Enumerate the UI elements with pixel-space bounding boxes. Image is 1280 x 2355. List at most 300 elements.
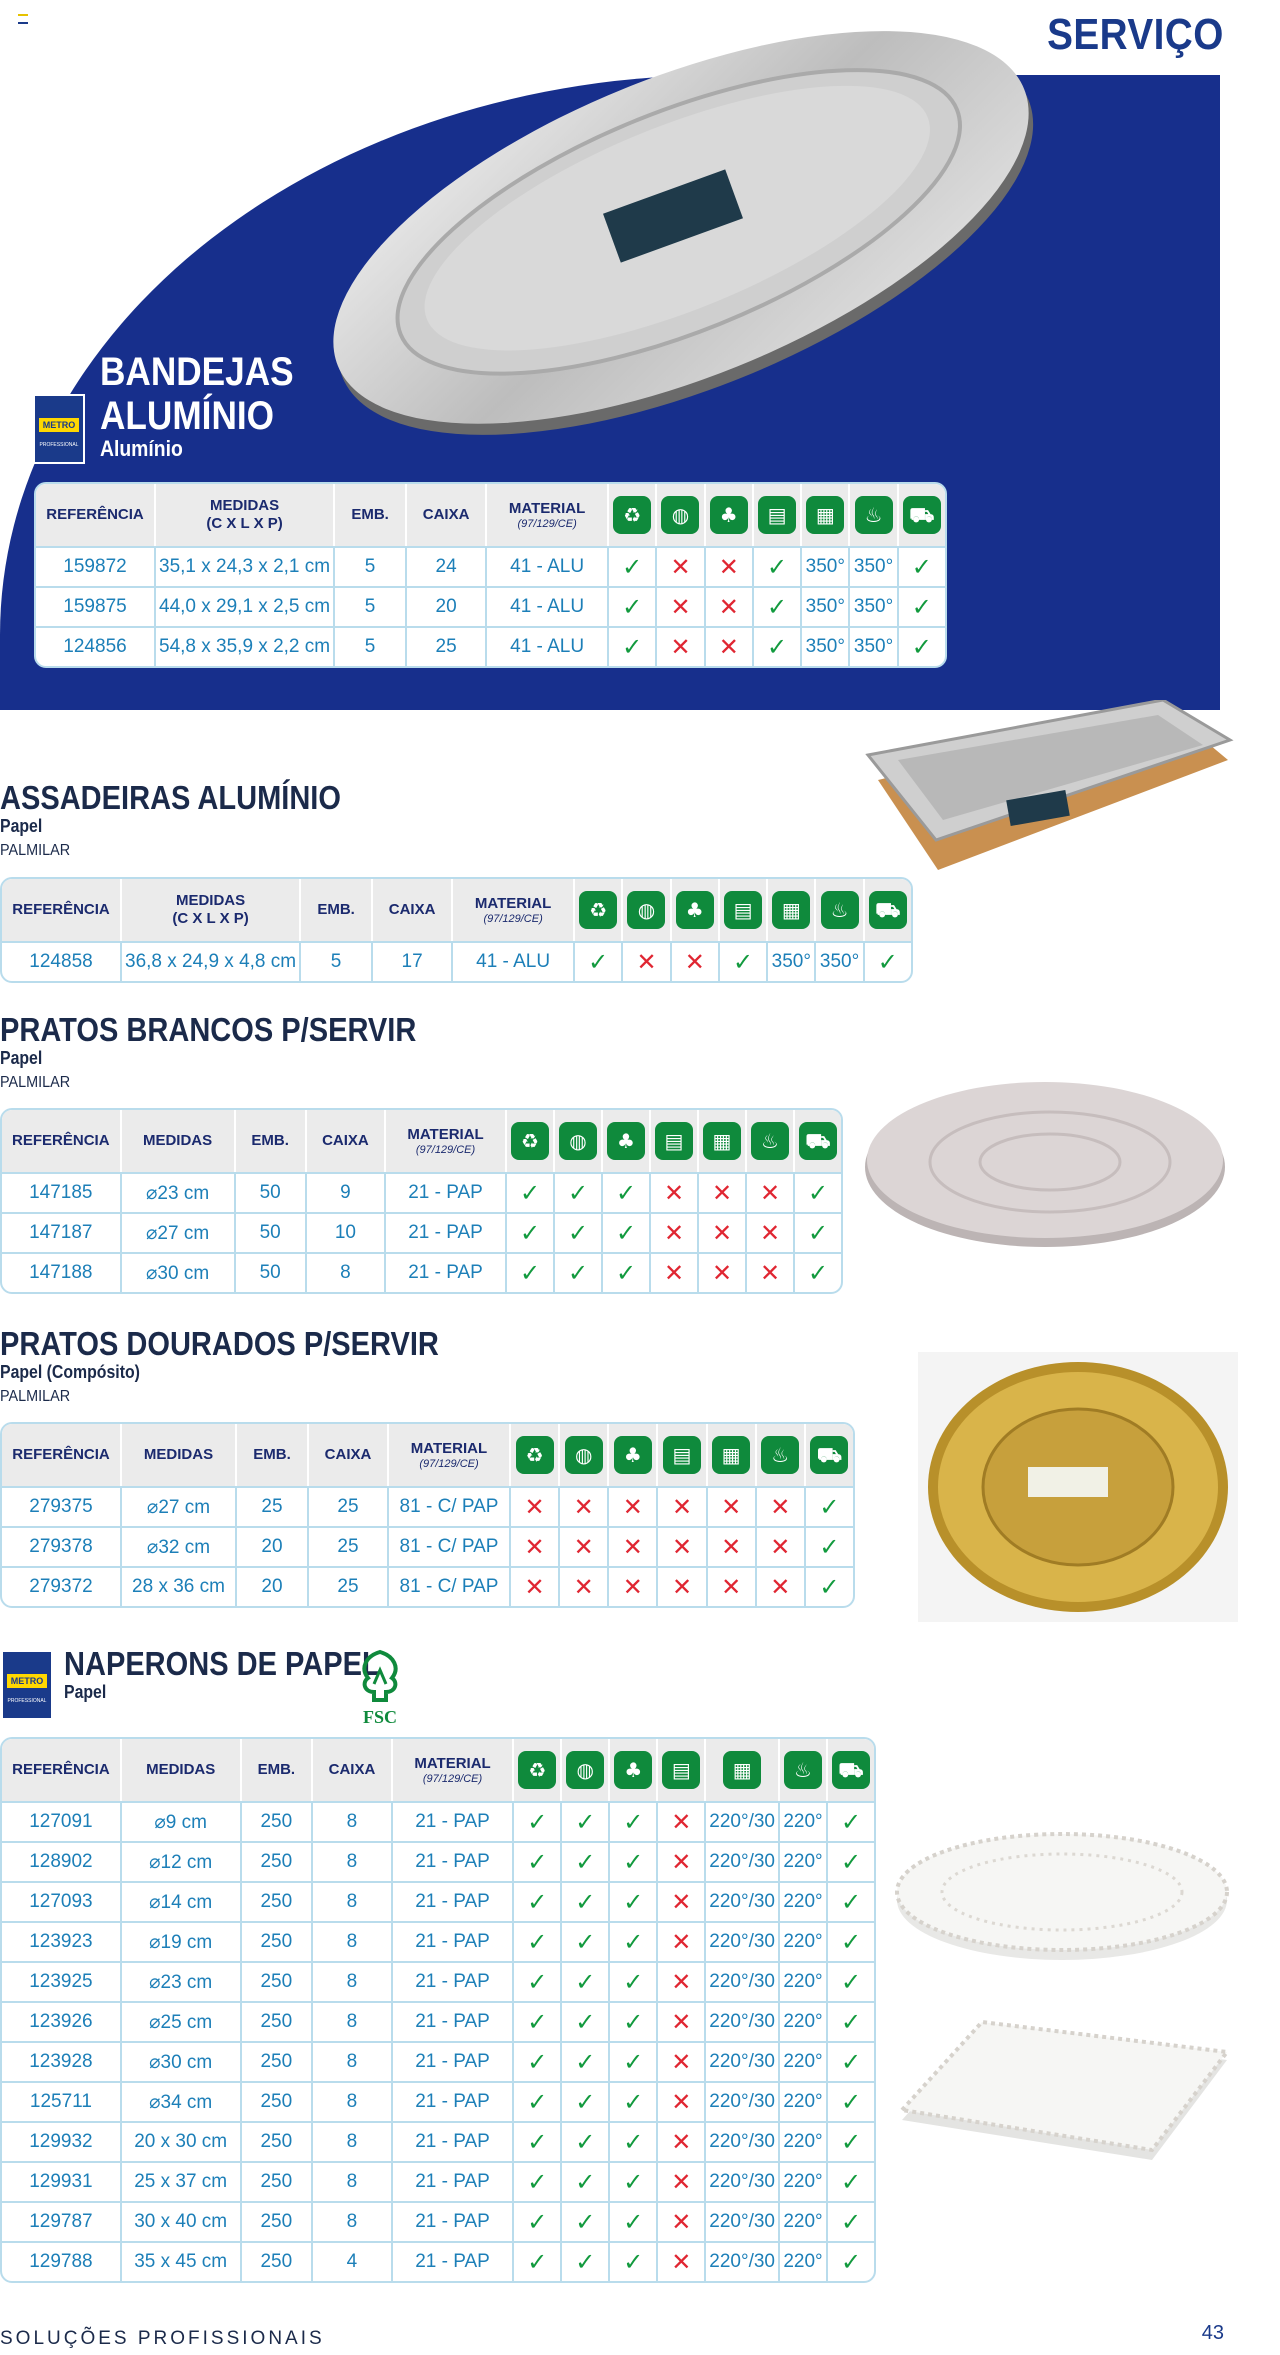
check-icon: ✓ (575, 1928, 596, 1956)
check-icon: ✓ (623, 2208, 644, 2236)
check-icon: ✓ (623, 2128, 644, 2156)
col-header-recycle-icon (511, 1424, 560, 1486)
cell-c1 (507, 1172, 555, 1212)
check-icon: ✓ (615, 1179, 637, 1207)
cross-icon: ✕ (573, 1493, 594, 1521)
cell-c4 (658, 2081, 706, 2121)
cell-emb: 250 (242, 1841, 314, 1881)
section-brand: PALMILAR (0, 842, 71, 859)
col-header-microwave-icon (754, 484, 802, 546)
recycle-icon: ♻ (511, 1122, 549, 1160)
check-icon: ✓ (840, 2248, 862, 2276)
cell-c6 (780, 2121, 828, 2161)
recycle-icon: ♻ (518, 1751, 556, 1789)
cell-c2 (562, 2241, 610, 2281)
cell-c4 (658, 2241, 706, 2281)
cell-temp: 350° (805, 596, 845, 617)
cell-c1 (514, 1841, 562, 1881)
cell-temp: 220° (783, 2211, 823, 2232)
cell-c2 (657, 586, 705, 626)
cell-c6 (780, 2081, 828, 2121)
col-header-oven-icon (708, 1424, 757, 1486)
cell-c2 (562, 2201, 610, 2241)
delivery-truck-icon: ⛟ (869, 891, 907, 929)
cell-c7 (806, 1566, 853, 1606)
cell-c1 (514, 1881, 562, 1921)
cell-med: ⌀12 cm (122, 1841, 242, 1881)
metro-logo-sub: PROFESSIONAL (7, 1698, 47, 1704)
cell-mat: 21 - PAP (393, 2161, 515, 2201)
cross-icon: ✕ (636, 948, 657, 976)
cell-med: 25 x 37 cm (122, 2161, 242, 2201)
col-header-oven-icon (802, 484, 850, 546)
table-row (2, 1172, 841, 1212)
cell-c6 (780, 2041, 828, 2081)
cell-temp: 220° (783, 1971, 823, 1992)
table-header-row (2, 1424, 853, 1486)
cell-c1 (511, 1526, 560, 1566)
check-icon: ✓ (819, 1493, 840, 1521)
cell-c7 (795, 1252, 841, 1292)
cell-c7 (828, 2161, 874, 2201)
cell-temp: 220°/30 (709, 1891, 775, 1912)
plant-icon: ♣ (710, 496, 748, 534)
cell-c5 (802, 586, 850, 626)
recycle-icon: ♻ (579, 891, 617, 929)
col-header-microwave-icon (651, 1110, 699, 1172)
cell-c3 (603, 1172, 651, 1212)
metro-logo-text: METRO (39, 418, 79, 432)
check-icon: ✓ (575, 2008, 596, 2036)
cell-c6 (747, 1212, 795, 1252)
cross-icon: ✕ (671, 2048, 692, 2076)
col-header-ref: REFERÊNCIA (2, 879, 122, 941)
cell-c4 (658, 1526, 707, 1566)
cell-c6 (780, 1801, 828, 1841)
footer-label: SOLUÇÕES PROFISSIONAIS (0, 2328, 325, 2349)
cell-med: ⌀30 cm (122, 1252, 236, 1292)
cross-icon: ✕ (671, 1888, 692, 1916)
cell-c4 (658, 2201, 706, 2241)
cell-mat: 21 - PAP (393, 1881, 515, 1921)
check-icon: ✓ (575, 2208, 596, 2236)
cell-med: ⌀9 cm (122, 1801, 242, 1841)
table-row (36, 546, 945, 586)
check-icon: ✓ (615, 1259, 637, 1287)
cell-c6 (780, 1881, 828, 1921)
cell-mat: 21 - PAP (393, 1801, 515, 1841)
cell-c4 (658, 1961, 706, 2001)
col-header-recycle-icon (514, 1739, 562, 1801)
table-header-row (36, 484, 945, 546)
cell-c6 (747, 1252, 795, 1292)
cell-mat: 41 - ALU (487, 546, 609, 586)
cell-c3 (610, 2161, 658, 2201)
check-icon: ✓ (623, 1928, 644, 1956)
cross-icon: ✕ (663, 1179, 685, 1207)
cell-c3 (610, 2041, 658, 2081)
cell-emb: 250 (242, 2121, 314, 2161)
oven-icon: ▦ (712, 1436, 750, 1474)
check-icon: ✓ (819, 1573, 840, 1601)
cell-temp: 220° (783, 2171, 823, 2192)
aluminium-tray-image (278, 0, 1078, 450)
cell-c5 (706, 2161, 780, 2201)
cell-c2 (555, 1212, 603, 1252)
cell-c1 (507, 1252, 555, 1292)
col-header-emb: EMB. (237, 1424, 309, 1486)
cross-icon: ✕ (671, 2128, 692, 2156)
cell-ref: 279372 (2, 1566, 122, 1606)
cell-emb: 5 (335, 626, 407, 666)
col-header-medidas: MEDIDAS (122, 1739, 242, 1801)
cell-c4 (658, 1841, 706, 1881)
check-icon: ✓ (527, 1928, 548, 1956)
table-row (2, 1566, 853, 1606)
cell-mat: 41 - ALU (487, 586, 609, 626)
cell-c5 (708, 1566, 757, 1606)
cell-ref: 147188 (2, 1252, 122, 1292)
check-icon: ✓ (623, 2168, 644, 2196)
title-line-2: ALUMÍNIO (100, 394, 275, 438)
microwave-icon: ▤ (724, 891, 762, 929)
cell-ref: 124858 (2, 941, 122, 981)
cell-c5 (699, 1172, 747, 1212)
cross-icon: ✕ (770, 1573, 791, 1601)
cross-icon: ✕ (671, 1928, 692, 1956)
cross-icon: ✕ (759, 1259, 781, 1287)
cell-ref: 279375 (2, 1486, 122, 1526)
cell-c1 (609, 626, 657, 666)
table-row (2, 2201, 874, 2241)
product-table-naperons (0, 1737, 876, 2283)
metro-logo-sub: PROFESSIONAL (39, 442, 79, 448)
cell-med: 36,8 x 24,9 x 4,8 cm (122, 941, 301, 981)
cell-emb: 20 (237, 1526, 309, 1566)
check-icon: ✓ (567, 1219, 589, 1247)
check-icon: ✓ (840, 1968, 862, 1996)
cell-med: ⌀27 cm (122, 1486, 237, 1526)
table-row (2, 2241, 874, 2281)
cell-c7 (899, 586, 945, 626)
check-icon: ✓ (519, 1259, 541, 1287)
cell-med: ⌀25 cm (122, 2001, 242, 2041)
cell-mat: 41 - ALU (487, 626, 609, 666)
cell-temp: 220°/30 (709, 1851, 775, 1872)
col-header-material: MATERIAL (97/129/CE) (487, 484, 609, 546)
table-row (2, 941, 911, 981)
col-header-thermometer-icon (780, 1739, 828, 1801)
thermometer-icon: ♨ (855, 496, 893, 534)
cell-c7 (828, 1961, 874, 2001)
cell-med: ⌀32 cm (122, 1526, 237, 1566)
col-header-ref: REFERÊNCIA (36, 484, 156, 546)
cell-temp: 220°/30 (709, 2011, 775, 2032)
cross-icon: ✕ (622, 1573, 643, 1601)
cell-c2 (562, 2001, 610, 2041)
fsc-label: FSC (362, 1707, 397, 1727)
delivery-truck-icon: ⛟ (799, 1122, 837, 1160)
cell-c6 (816, 941, 864, 981)
cell-c2 (657, 626, 705, 666)
cell-caixa: 24 (407, 546, 487, 586)
cell-c7 (828, 2081, 874, 2121)
cell-c7 (795, 1172, 841, 1212)
check-icon: ✓ (519, 1179, 541, 1207)
cell-c3 (610, 1801, 658, 1841)
check-icon: ✓ (840, 2048, 862, 2076)
cell-med: ⌀23 cm (122, 1961, 242, 2001)
cross-icon: ✕ (711, 1259, 733, 1287)
cell-caixa: 8 (313, 1961, 393, 2001)
cell-c4 (754, 626, 802, 666)
cell-ref: 127093 (2, 1881, 122, 1921)
cell-c4 (658, 2121, 706, 2161)
cell-c7 (828, 2041, 874, 2081)
cell-ref: 125711 (2, 2081, 122, 2121)
check-icon: ✓ (622, 633, 643, 661)
col-header-compost-icon (623, 879, 671, 941)
cross-icon: ✕ (721, 1493, 742, 1521)
cell-temp: 350° (805, 556, 845, 577)
cross-icon: ✕ (671, 2008, 692, 2036)
cell-c3 (610, 1881, 658, 1921)
cell-c6 (850, 546, 898, 586)
cell-c7 (806, 1526, 853, 1566)
cell-med: ⌀30 cm (122, 2041, 242, 2081)
cell-c6 (757, 1486, 806, 1526)
cell-mat: 21 - PAP (393, 2201, 515, 2241)
section-brand: PALMILAR (0, 1388, 71, 1405)
cell-c1 (514, 2001, 562, 2041)
col-header-medidas: MEDIDAS (122, 1424, 237, 1486)
cell-caixa: 8 (313, 2041, 393, 2081)
col-header-oven-icon (706, 1739, 780, 1801)
check-icon: ✓ (575, 1888, 596, 1916)
doily-images (892, 1830, 1232, 2170)
cell-c4 (658, 2041, 706, 2081)
table-row (2, 1212, 841, 1252)
cell-c4 (754, 546, 802, 586)
cell-caixa: 20 (407, 586, 487, 626)
cell-c1 (511, 1486, 560, 1526)
cell-caixa: 17 (373, 941, 453, 981)
cell-c3 (609, 1486, 658, 1526)
check-icon: ✓ (819, 1533, 840, 1561)
cell-med: ⌀14 cm (122, 1881, 242, 1921)
cell-c1 (514, 2241, 562, 2281)
cell-temp: 220° (783, 1891, 823, 1912)
microwave-icon: ▤ (655, 1122, 693, 1160)
cell-temp: 220° (783, 2131, 823, 2152)
cell-c3 (610, 1961, 658, 2001)
metro-logo (33, 394, 85, 464)
cell-emb: 5 (301, 941, 373, 981)
cell-c3 (603, 1252, 651, 1292)
plant-icon: ♣ (607, 1122, 645, 1160)
cell-c7 (828, 2121, 874, 2161)
cell-c2 (560, 1526, 609, 1566)
cell-med: 35 x 45 cm (122, 2241, 242, 2281)
cell-temp: 220°/30 (709, 2171, 775, 2192)
cell-c5 (699, 1252, 747, 1292)
cell-c4 (754, 586, 802, 626)
cell-c7 (828, 1801, 874, 1841)
cell-temp: 220° (783, 1851, 823, 1872)
cell-caixa: 8 (313, 1921, 393, 1961)
table-header-row (2, 879, 911, 941)
cell-c3 (672, 941, 720, 981)
cell-mat: 81 - C/ PAP (389, 1566, 511, 1606)
cross-icon: ✕ (718, 633, 739, 661)
cell-med: 28 x 36 cm (122, 1566, 237, 1606)
check-icon: ✓ (575, 2048, 596, 2076)
cell-c5 (768, 941, 816, 981)
plant-icon: ♣ (676, 891, 714, 929)
cross-icon: ✕ (684, 948, 705, 976)
check-icon: ✓ (622, 593, 643, 621)
cell-temp: 220° (783, 2091, 823, 2112)
delivery-truck-icon: ⛟ (903, 496, 941, 534)
cell-c1 (575, 941, 623, 981)
cell-c3 (609, 1566, 658, 1606)
cell-c6 (757, 1526, 806, 1566)
cross-icon: ✕ (671, 2208, 692, 2236)
cell-c3 (610, 2001, 658, 2041)
check-icon: ✓ (623, 2008, 644, 2036)
cell-c2 (562, 2121, 610, 2161)
col-header-compost-icon (562, 1739, 610, 1801)
check-icon: ✓ (527, 2088, 548, 2116)
check-icon: ✓ (527, 2048, 548, 2076)
cell-mat: 21 - PAP (393, 2041, 515, 2081)
cell-emb: 250 (242, 1881, 314, 1921)
metro-logo (1, 1650, 53, 1720)
cell-temp: 220°/30 (709, 2091, 775, 2112)
plant-icon: ♣ (614, 1436, 652, 1474)
cell-med: ⌀27 cm (122, 1212, 236, 1252)
cell-emb: 250 (242, 2241, 314, 2281)
cell-c4 (658, 1486, 707, 1526)
cell-ref: 123926 (2, 2001, 122, 2041)
compost-icon: ◍ (627, 891, 665, 929)
cell-temp: 220° (783, 2251, 823, 2272)
cell-c2 (560, 1486, 609, 1526)
cell-emb: 250 (242, 2201, 314, 2241)
cell-caixa: 8 (313, 2201, 393, 2241)
cell-ref: 123923 (2, 1921, 122, 1961)
cell-emb: 5 (335, 586, 407, 626)
cell-ref: 127091 (2, 1801, 122, 1841)
check-icon: ✓ (527, 1888, 548, 1916)
check-icon: ✓ (840, 2008, 862, 2036)
roasting-pan-image (858, 700, 1238, 900)
table-row (2, 1881, 874, 1921)
cross-icon: ✕ (671, 2088, 692, 2116)
section-subtitle: Papel (0, 1048, 43, 1068)
cell-c5 (706, 2041, 780, 2081)
cross-icon: ✕ (670, 553, 691, 581)
cell-mat: 21 - PAP (393, 2121, 515, 2161)
cross-icon: ✕ (671, 2168, 692, 2196)
cell-c1 (514, 1801, 562, 1841)
cell-c2 (555, 1172, 603, 1212)
delivery-truck-icon: ⛟ (832, 1751, 870, 1789)
cell-c2 (562, 1801, 610, 1841)
col-header-material: MATERIAL (97/129/CE) (393, 1739, 515, 1801)
cross-icon: ✕ (718, 553, 739, 581)
cell-c2 (562, 1881, 610, 1921)
table-row (2, 1526, 853, 1566)
gold-plate-image (918, 1352, 1238, 1622)
cell-mat: 21 - PAP (393, 1841, 515, 1881)
cell-c7 (828, 1841, 874, 1881)
check-icon: ✓ (575, 1808, 596, 1836)
col-header-delivery-truck-icon (795, 1110, 841, 1172)
cell-c4 (658, 1566, 707, 1606)
section-subtitle: Papel (Compósito) (0, 1362, 140, 1382)
col-header-plant-icon (672, 879, 720, 941)
table-row (2, 2161, 874, 2201)
cell-mat: 21 - PAP (386, 1212, 507, 1252)
col-header-delivery-truck-icon (899, 484, 945, 546)
cross-icon: ✕ (671, 1573, 693, 1601)
cell-mat: 21 - PAP (393, 1921, 515, 1961)
check-icon: ✓ (623, 2048, 644, 2076)
check-icon: ✓ (911, 633, 932, 661)
cell-med: ⌀19 cm (122, 1921, 242, 1961)
check-icon: ✓ (877, 948, 898, 976)
cell-c5 (706, 1801, 780, 1841)
oven-icon: ▦ (723, 1751, 761, 1789)
check-icon: ✓ (527, 1808, 548, 1836)
cross-icon: ✕ (663, 1259, 685, 1287)
cell-c5 (706, 2121, 780, 2161)
recycle-icon: ♻ (613, 496, 651, 534)
check-icon: ✓ (527, 1968, 548, 1996)
cell-c4 (658, 2161, 706, 2201)
col-header-thermometer-icon (850, 484, 898, 546)
col-header-material: MATERIAL (97/129/CE) (389, 1424, 511, 1486)
check-icon: ✓ (840, 2128, 862, 2156)
cell-c7 (828, 2241, 874, 2281)
cell-c6 (780, 1841, 828, 1881)
col-header-medidas: MEDIDAS (C X L X P) (156, 484, 335, 546)
cross-icon: ✕ (573, 1533, 594, 1561)
table-row (2, 1921, 874, 1961)
cell-mat: 21 - PAP (393, 1961, 515, 2001)
compost-icon: ◍ (565, 1436, 603, 1474)
table-row (2, 1252, 841, 1292)
col-header-plant-icon (610, 1739, 658, 1801)
cross-icon: ✕ (671, 1533, 693, 1561)
check-icon: ✓ (588, 948, 609, 976)
cell-med: ⌀23 cm (122, 1172, 236, 1212)
cell-c1 (514, 2041, 562, 2081)
cell-c6 (757, 1566, 806, 1606)
cell-c3 (610, 2121, 658, 2161)
cell-emb: 250 (242, 1801, 314, 1841)
cell-c7 (899, 546, 945, 586)
check-icon: ✓ (575, 1968, 596, 1996)
check-icon: ✓ (575, 2088, 596, 2116)
col-header-material: MATERIAL (97/129/CE) (386, 1110, 507, 1172)
table-row (2, 1841, 874, 1881)
title-line-1: BANDEJAS (100, 350, 294, 394)
cell-c2 (562, 1921, 610, 1961)
cell-c5 (706, 2241, 780, 2281)
section-title-assadeiras: ASSADEIRAS ALUMÍNIO (0, 779, 341, 816)
